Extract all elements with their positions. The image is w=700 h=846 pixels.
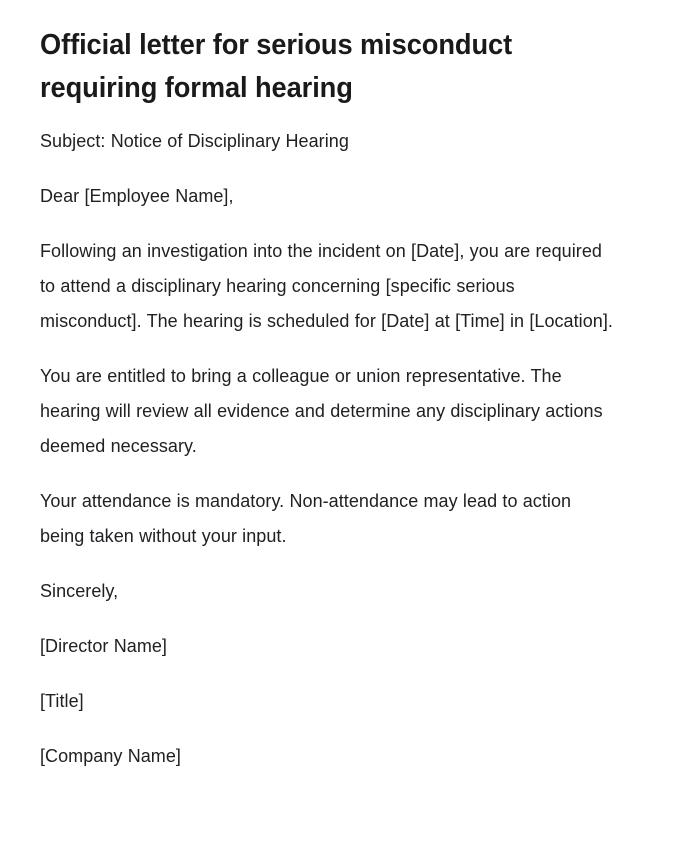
- letter-document: [40, 24, 618, 774]
- page-title: Official letter for serious misconduct requiring formal hearing: [40, 29, 513, 104]
- paragraph-investigation: Following an investigation into the incident on [Date], you are required to attend a disciplinary hearing concerning [specific serious misconduct]. The hearing is scheduled for [Date] at [Time] in [Location].: [40, 241, 613, 331]
- signature-company: [Company Name]: [40, 746, 181, 766]
- closing: Sincerely,: [40, 581, 119, 601]
- paragraph-representation: You are entitled to bring a colleague or union representative. The hearing will review all evidence and determine any disciplinary actions deemed necessary.: [40, 366, 603, 456]
- signature-name: [Director Name]: [40, 636, 167, 656]
- salutation: Dear [Employee Name],: [40, 186, 234, 206]
- paragraph-attendance: Your attendance is mandatory. Non-attendance may lead to action being taken without your input.: [40, 491, 572, 546]
- letter-body: [40, 124, 618, 774]
- subject-line: Subject: Notice of Disciplinary Hearing: [40, 131, 349, 151]
- signature-title: [Title]: [40, 691, 84, 711]
